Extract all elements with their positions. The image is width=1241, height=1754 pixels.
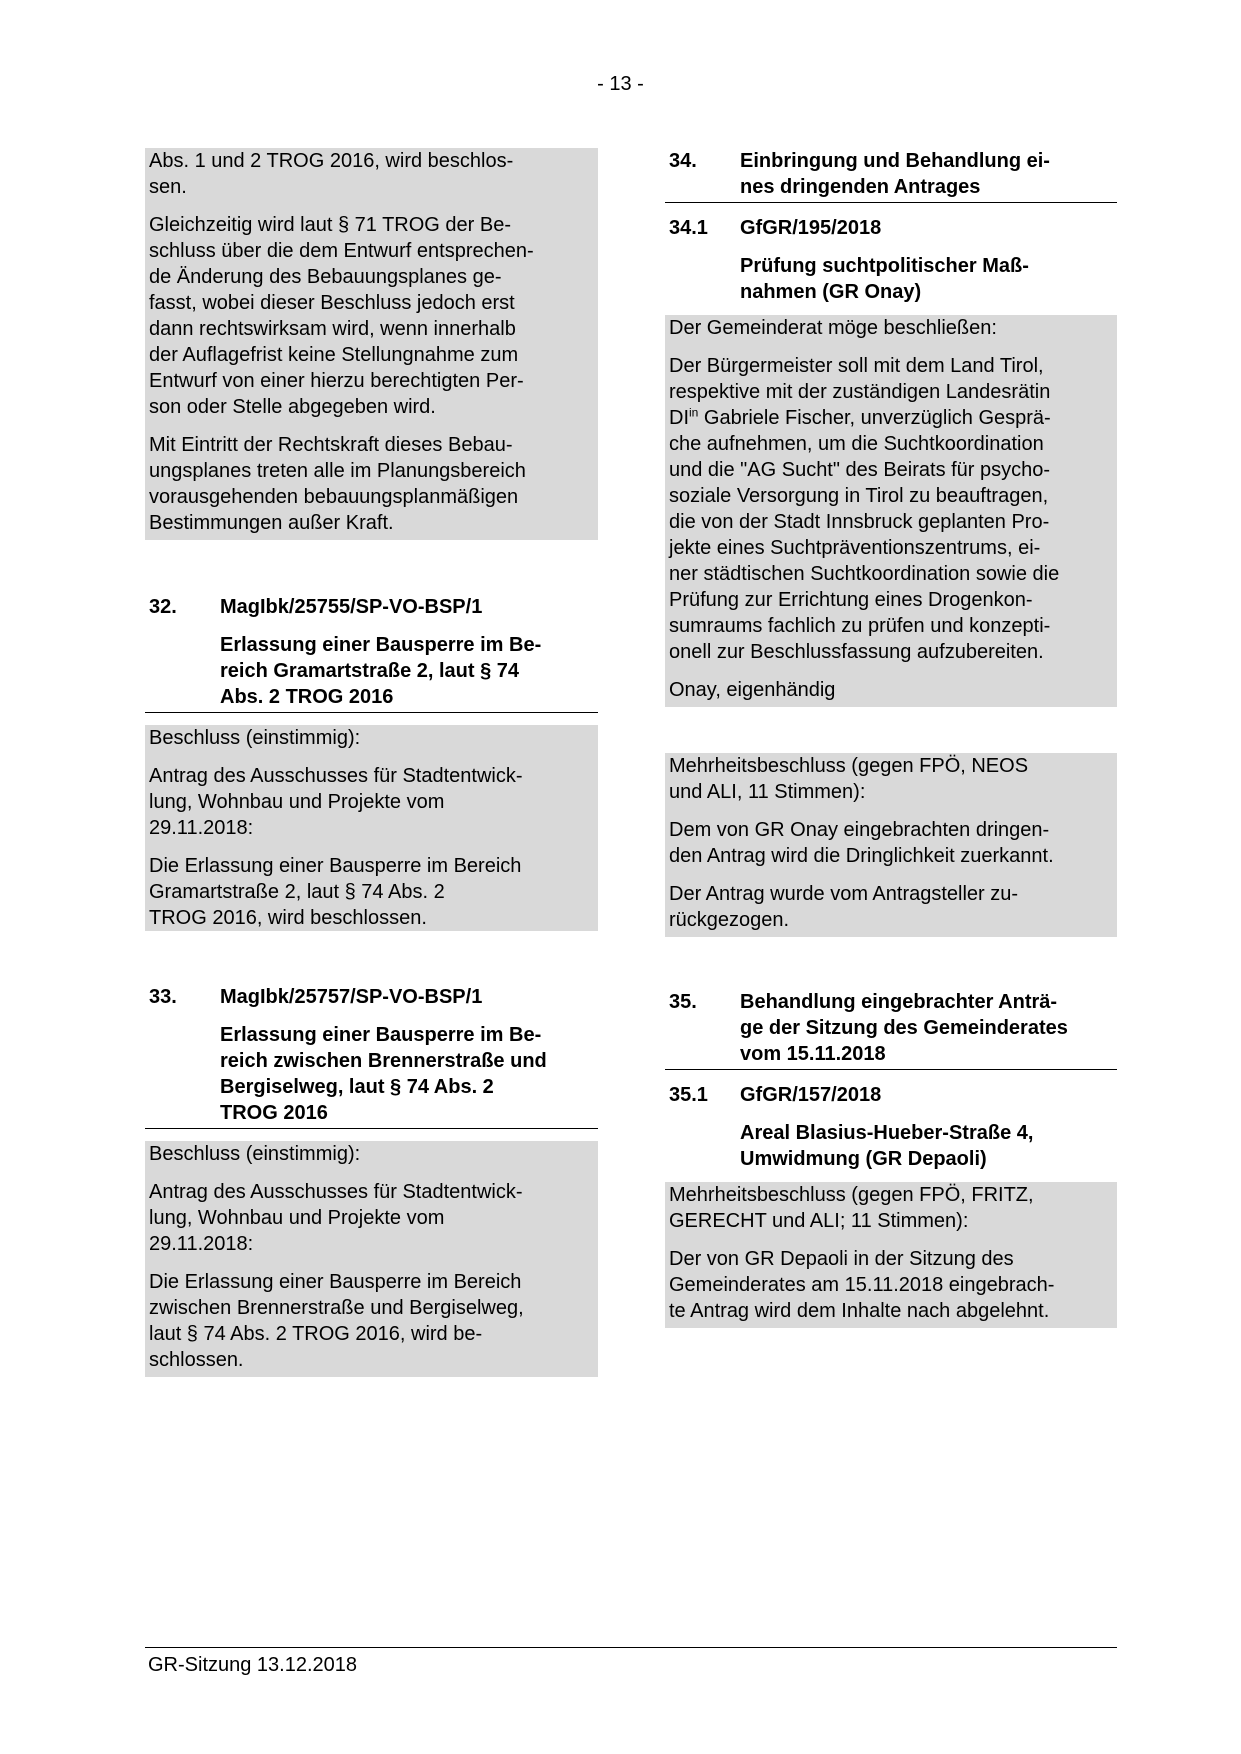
item-title: Prüfung suchtpolitischer Maß- nahmen (GR Onay) <box>740 255 1029 303</box>
item-reference: GfGR/157/2018 <box>740 1084 882 1106</box>
paragraph: Der Antrag wurde vom Antragsteller zu- rückgezogen. <box>669 883 1019 931</box>
item-number: 34. <box>669 150 697 172</box>
motion-body-title-sup: in <box>689 405 699 420</box>
item-title: Erlassung einer Bausperre im Be- reich zwischen Brennerstraße und Bergiselweg, laut § 74 Abs. 2 TROG 2016 <box>220 1024 547 1124</box>
left-column <box>145 148 598 1377</box>
item-number: 33. <box>149 986 177 1008</box>
item-number: 35.1 <box>669 1084 708 1106</box>
item-reference: MagIbk/25755/SP-VO-BSP/1 <box>220 596 483 618</box>
motion-body <box>669 353 1113 665</box>
paragraph: Mehrheitsbeschluss (gegen FPÖ, FRITZ, GERECHT und ALI; 11 Stimmen): <box>669 1184 1034 1232</box>
item-33-decision <box>145 1141 598 1377</box>
paragraph: Dem von GR Onay eingebrachten dringen- den Antrag wird die Dringlichkeit zuerkannt. <box>669 819 1054 867</box>
motion-block <box>665 315 1117 707</box>
paragraph: Beschluss (einstimmig): <box>149 1143 361 1165</box>
paragraph: Mehrheitsbeschluss (gegen FPÖ, NEOS und ALI, 11 Stimmen): <box>669 755 1029 803</box>
item-33-heading <box>145 984 598 1129</box>
footer: GR-Sitzung 13.12.2018 <box>148 1654 358 1676</box>
item-reference: GfGR/195/2018 <box>740 217 882 239</box>
motion-signature: Onay, eigenhändig <box>669 679 836 701</box>
item-32-decision <box>145 725 598 931</box>
item-35-1-heading <box>665 1082 1117 1172</box>
right-column <box>665 148 1117 1328</box>
paragraph: Mit Eintritt der Rechtskraft dieses Bebau- ungsplanes treten alle im Planungsbereich vorausgehenden bebauungsplanmäßigen Bestimmungen außer Kraft. <box>149 434 526 534</box>
footer-divider <box>145 1647 1117 1648</box>
motion-body-line: Gabriele Fischer, unverzüglich Gesprä- <box>698 407 1051 429</box>
item-34-1-decision <box>665 753 1117 937</box>
paragraph: Der von GR Depaoli in der Sitzung des Gemeinderates am 15.11.2018 eingebrach- te Antrag wird dem Inhalte nach abgelehnt. <box>669 1248 1055 1322</box>
paragraph: Antrag des Ausschusses für Stadtentwick- lung, Wohnbau und Projekte vom 29.11.2018: <box>149 1181 523 1255</box>
item-reference: MagIbk/25757/SP-VO-BSP/1 <box>220 986 483 1008</box>
item-title: Areal Blasius-Hueber-Straße 4, Umwidmung (GR Depaoli) <box>740 1122 1034 1170</box>
item-number: 32. <box>149 596 177 618</box>
item-34-heading <box>665 148 1117 203</box>
item-title: Behandlung eingebrachter Anträ- ge der Sitzung des Gemeinderates vom 15.11.2018 <box>740 991 1068 1065</box>
item-number: 34.1 <box>669 217 708 239</box>
paragraph: Die Erlassung einer Bausperre im Bereich Gramartstraße 2, laut § 74 Abs. 2 TROG 2016, wird beschlossen. <box>149 855 522 929</box>
item-34-1-heading <box>665 215 1117 305</box>
paragraph: Abs. 1 und 2 TROG 2016, wird beschlos- sen. <box>149 150 514 198</box>
paragraph: Gleichzeitig wird laut § 71 TROG der Be- schluss über die dem Entwurf entsprechen- de Änderung des Bebauungsplanes ge- fasst, wobei dieser Beschluss jedoch erst dann rechtswirksam wird, wenn innerhalb der Auflagefrist keine Stellungnahme zum Entwurf von einer hierzu berechtigten Per- son oder Stelle abgegeben wird. <box>149 214 534 418</box>
paragraph: Beschluss (einstimmig): <box>149 727 361 749</box>
item-number: 35. <box>669 991 697 1013</box>
item-35-1-decision <box>665 1182 1117 1328</box>
item-title: Einbringung und Behandlung ei- nes dringenden Antrages <box>740 150 1050 198</box>
item-35-heading <box>665 989 1117 1070</box>
motion-body-rest: che aufnehmen, um die Suchtkoordination und die "AG Sucht" des Beirats für psycho- soziale Versorgung in Tirol zu beauftragen, die von der Stadt Innsbruck geplanten Pro- jekte eines Suchtpräventionszentrums, ei- ner städtischen Suchtkoordination sowie die Prüfung zur Errichtung eines Drogenkon- sumraums fachlich zu prüfen und konzepti- onell zur Beschlussfassung aufzubereiten. <box>669 433 1060 663</box>
item-title: Erlassung einer Bausperre im Be- reich Gramartstraße 2, laut § 74 Abs. 2 TROG 2016 <box>220 634 542 708</box>
motion-intro: Der Gemeinderat möge beschließen: <box>669 317 997 339</box>
item-32-heading <box>145 594 598 713</box>
motion-body-title: DI <box>669 407 689 429</box>
paragraph: Die Erlassung einer Bausperre im Bereich zwischen Brennerstraße und Bergiselweg, laut § 74 Abs. 2 TROG 2016, wird be- schlossen. <box>149 1271 524 1371</box>
continuation-block <box>145 148 598 540</box>
paragraph: Antrag des Ausschusses für Stadtentwick- lung, Wohnbau und Projekte vom 29.11.2018: <box>149 765 523 839</box>
page-number: - 13 - <box>597 73 644 95</box>
motion-body-line: Der Bürgermeister soll mit dem Land Tirol, respektive mit der zuständigen Landesrätin <box>669 355 1051 403</box>
